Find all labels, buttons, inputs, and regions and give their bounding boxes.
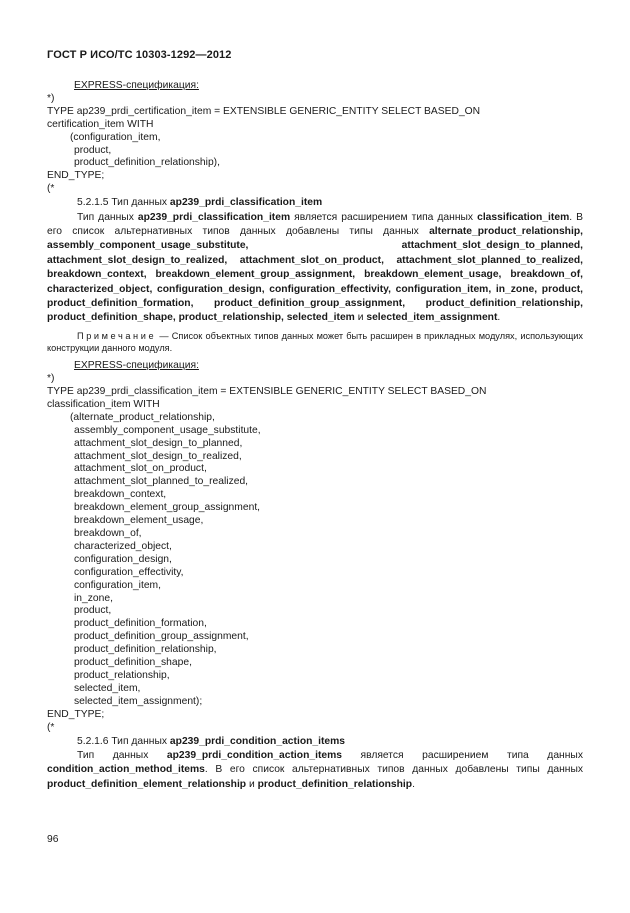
select-item: product_definition_shape, (74, 657, 192, 669)
comment-close: (* (47, 183, 55, 195)
select-item: product_definition_group_assignment, (74, 631, 249, 643)
select-item: in_zone, (74, 592, 113, 604)
select-item: configuration_design, (74, 553, 172, 565)
select-item: breakdown_of, (74, 528, 142, 539)
express-label: EXPRESS-спецификация: (74, 360, 199, 372)
express-block-certification (47, 80, 583, 196)
select-item: attachment_slot_design_to_realized, (74, 450, 242, 462)
section-heading-5215: 5.2.1.5 Тип данных ap239_prdi_classification_item (77, 197, 323, 209)
select-item-list (47, 425, 583, 709)
section-type-name: ap239_prdi_condition_action_items (169, 735, 346, 747)
type-declaration: TYPE ap239_prdi_classification_item = EXTENSIBLE GENERIC_ENTITY SELECT BASED_ON (47, 386, 487, 398)
select-item: assembly_component_usage_substitute, (74, 424, 261, 436)
select-item: configuration_effectivity, (74, 566, 184, 578)
type-declaration: TYPE ap239_prdi_certification_item = EXTENSIBLE GENERIC_ENTITY SELECT BASED_ON (47, 105, 481, 117)
select-item: breakdown_element_usage, (74, 515, 204, 527)
select-item: configuration_item, (74, 579, 162, 591)
end-type: END_TYPE; (47, 170, 105, 182)
page-number: 96 (47, 834, 59, 845)
select-item: product_definition_formation, (74, 618, 207, 630)
select-item: selected_item, (74, 682, 141, 694)
express-block-classification (47, 360, 583, 734)
select-item: (configuration_item, (70, 131, 161, 143)
select-item: breakdown_context, (74, 489, 167, 501)
comment-close: (* (47, 721, 55, 733)
select-item: attachment_slot_on_product, (74, 463, 207, 475)
comment-open: *) (47, 373, 55, 385)
select-item: product_definition_relationship, (74, 644, 217, 656)
select-item: product_definition_relationship), (74, 157, 220, 169)
express-label: EXPRESS-спецификация: (74, 80, 199, 91)
select-item: product, (74, 605, 112, 617)
note-text: — Список объектных типов данных может быть расширен в прикладных модулях, использующих конструкции данного модуля. (47, 330, 583, 353)
select-item: breakdown_element_group_assignment, (74, 502, 261, 514)
type-declaration-with: certification_item WITH (47, 118, 154, 130)
section-type-name: ap239_prdi_classification_item (169, 197, 323, 209)
type-declaration-with: classification_item WITH (47, 398, 160, 410)
section-paragraph-5216: Тип данных ap239_prdi_condition_action_items является расширением типа данных condition_action_method_items. В его список альтернативных типов данных добавлены типы данных product_definition_element_relationship и product_definition_relationship. (47, 749, 583, 790)
section-heading-5216: 5.2.1.6 Тип данных ap239_prdi_condition_action_items (77, 735, 346, 747)
section-paragraph-5215: Тип данных ap239_prdi_classification_item является расширением типа данных classification_item. В его список альтернативных типов данных добавлены типы данных alternate_product_relationship, assembly_component_usage_substitute, attachment_slot_design_to_planned, attachment_slot_design_to_realized, attachment_slot_on_product, attachment_slot_planned_to_realized, breakdown_context, breakdown_element_group_assignment, breakdown_element_usage, breakdown_of, characterized_object, configuration_design, configuration_effectivity, configuration_item, in_zone, product, product_definition_formation, product_definition_group_assignment, product_definition_relationship, product_definition_shape, product_relationship, selected_item и selected_item_assignment. (47, 211, 583, 324)
select-item: characterized_object, (74, 540, 172, 552)
select-item: (alternate_product_relationship, (70, 411, 215, 423)
page-content (47, 80, 583, 792)
note-label: Примечание (77, 330, 157, 341)
end-type: END_TYPE; (47, 708, 105, 720)
document-header: ГОСТ Р ИСО/ТС 10303-1292—2012 (47, 49, 232, 61)
comment-open: *) (47, 92, 55, 104)
select-item: product, (74, 144, 112, 156)
select-item: attachment_slot_design_to_planned, (74, 437, 243, 449)
select-item: product_relationship, (74, 669, 170, 681)
select-item: attachment_slot_planned_to_realized, (74, 476, 249, 488)
note-paragraph (47, 331, 583, 354)
select-item: selected_item_assignment); (74, 695, 203, 707)
